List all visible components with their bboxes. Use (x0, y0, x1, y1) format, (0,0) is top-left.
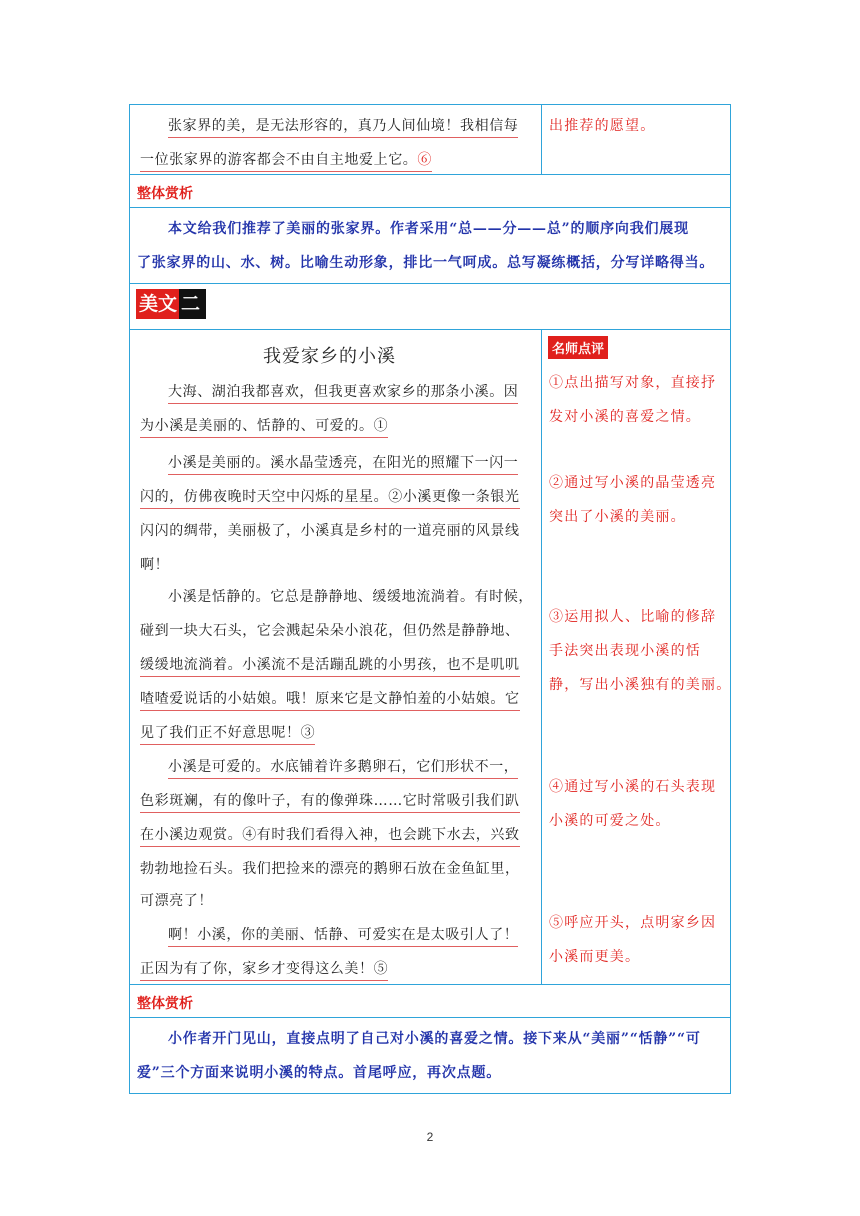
badge-black-part: 二 (179, 289, 206, 319)
page-number: 2 (426, 1130, 434, 1144)
paragraph-line: 张家界的美，是无法形容的，真乃人间仙境！我相信每 (168, 109, 518, 143)
summary-line: 本文给我们推荐了美丽的张家界。作者采用“总——分——总”的顺序向我们展现 (168, 221, 689, 237)
paragraph-line: 啊！小溪，你的美丽、恬静、可爱实在是太吸引人了！ (168, 918, 518, 952)
teacher-comment: ⑤呼应开头，点明家乡因 (549, 915, 717, 931)
paragraph-line: 小溪是美丽的。溪水晶莹透亮，在阳光的照耀下一闪一 (168, 446, 518, 480)
teacher-comment: ④通过写小溪的石头表现 (549, 779, 717, 795)
row-divider (129, 1017, 731, 1018)
summary-line: 了张家界的山、水、树。比喻生动形象，排比一气呵成。总写凝练概括，分写详略得当。 (137, 255, 715, 271)
teacher-comment: ①点出描写对象，直接抒 (549, 375, 717, 391)
paragraph-line: 小溪是恬静的。它总是静静地、缓缓地流淌着。有时候， (168, 589, 533, 605)
paragraph-line: 勃勃地捡石头。我们把捡来的漂亮的鹅卵石放在金鱼缸里， (140, 861, 520, 877)
teacher-comment: 小溪而更美。 (549, 949, 641, 965)
annotation-marker: ⑥ (417, 152, 433, 168)
summary-line: 爱”三个方面来说明小溪的特点。首尾呼应，再次点题。 (137, 1065, 502, 1081)
paragraph-line: 碰到一块大石头，它会溅起朵朵小浪花，但仍然是静静地、 (140, 623, 520, 639)
paragraph-line: 小溪是可爱的。水底铺着许多鹅卵石，它们形状不一， (168, 750, 518, 784)
row-divider (129, 283, 731, 284)
paragraph-line: 为小溪是美丽的、恬静的、可爱的。① (140, 409, 388, 443)
paragraph-line: 正因为有了你，家乡才变得这么美！⑤ (140, 952, 388, 986)
row-divider (129, 207, 731, 208)
paragraph-line: 大海、湖泊我都喜欢，但我更喜欢家乡的那条小溪。因 (168, 375, 518, 409)
teacher-comment: 出推荐的愿望。 (549, 118, 656, 134)
comment-label: 名师点评 (548, 336, 608, 359)
paragraph-line: 闪的，仿佛夜晚时天空中闪烁的星星。②小溪更像一条银光 (140, 480, 520, 514)
teacher-comment: 静，写出小溪独有的美丽。 (549, 677, 732, 693)
badge-red-part: 美文 (136, 289, 179, 319)
paragraph-line: 缓缓地流淌着。小溪流不是活蹦乱跳的小男孩，也不是叽叽 (140, 648, 520, 682)
summary-heading: 整体赏析 (137, 186, 193, 202)
teacher-comment: 小溪的可爱之处。 (549, 813, 671, 829)
column-divider (541, 329, 542, 984)
paragraph-line: 见了我们正不好意思呢！③ (140, 716, 315, 750)
paragraph-line: 闪闪的绸带，美丽极了，小溪真是乡村的一道亮丽的风景线 (140, 523, 520, 539)
teacher-comment: 发对小溪的喜爱之情。 (549, 409, 701, 425)
paragraph-line: 色彩斑斓，有的像叶子，有的像弹珠……它时常吸引我们趴 (140, 784, 520, 818)
paragraph-line: 啊！ (140, 557, 170, 573)
teacher-comment: ②通过写小溪的晶莹透亮 (549, 475, 717, 491)
teacher-comment: ③运用拟人、比喻的修辞 (549, 609, 717, 625)
paragraph-line: 一位张家界的游客都会不由自主地爱上它。⑥ (140, 143, 432, 177)
summary-line: 小作者开门见山，直接点明了自己对小溪的喜爱之情。接下来从“美丽”“恬静”“可 (168, 1031, 701, 1047)
summary-heading: 整体赏析 (137, 996, 193, 1012)
column-divider (541, 104, 542, 174)
article-title: 我爱家乡的小溪 (263, 346, 396, 367)
paragraph-line: 可漂亮了！ (140, 893, 213, 909)
teacher-comment: 突出了小溪的美丽。 (549, 509, 686, 525)
article-badge (136, 289, 206, 319)
teacher-comment: 手法突出表现小溪的恬 (549, 643, 701, 659)
paragraph-line: 喳喳爱说话的小姑娘。哦！原来它是文静怕羞的小姑娘。它 (140, 682, 520, 716)
paragraph-line: 在小溪边观赏。④有时我们看得入神，也会跳下水去，兴致 (140, 818, 520, 852)
row-divider (129, 329, 731, 330)
